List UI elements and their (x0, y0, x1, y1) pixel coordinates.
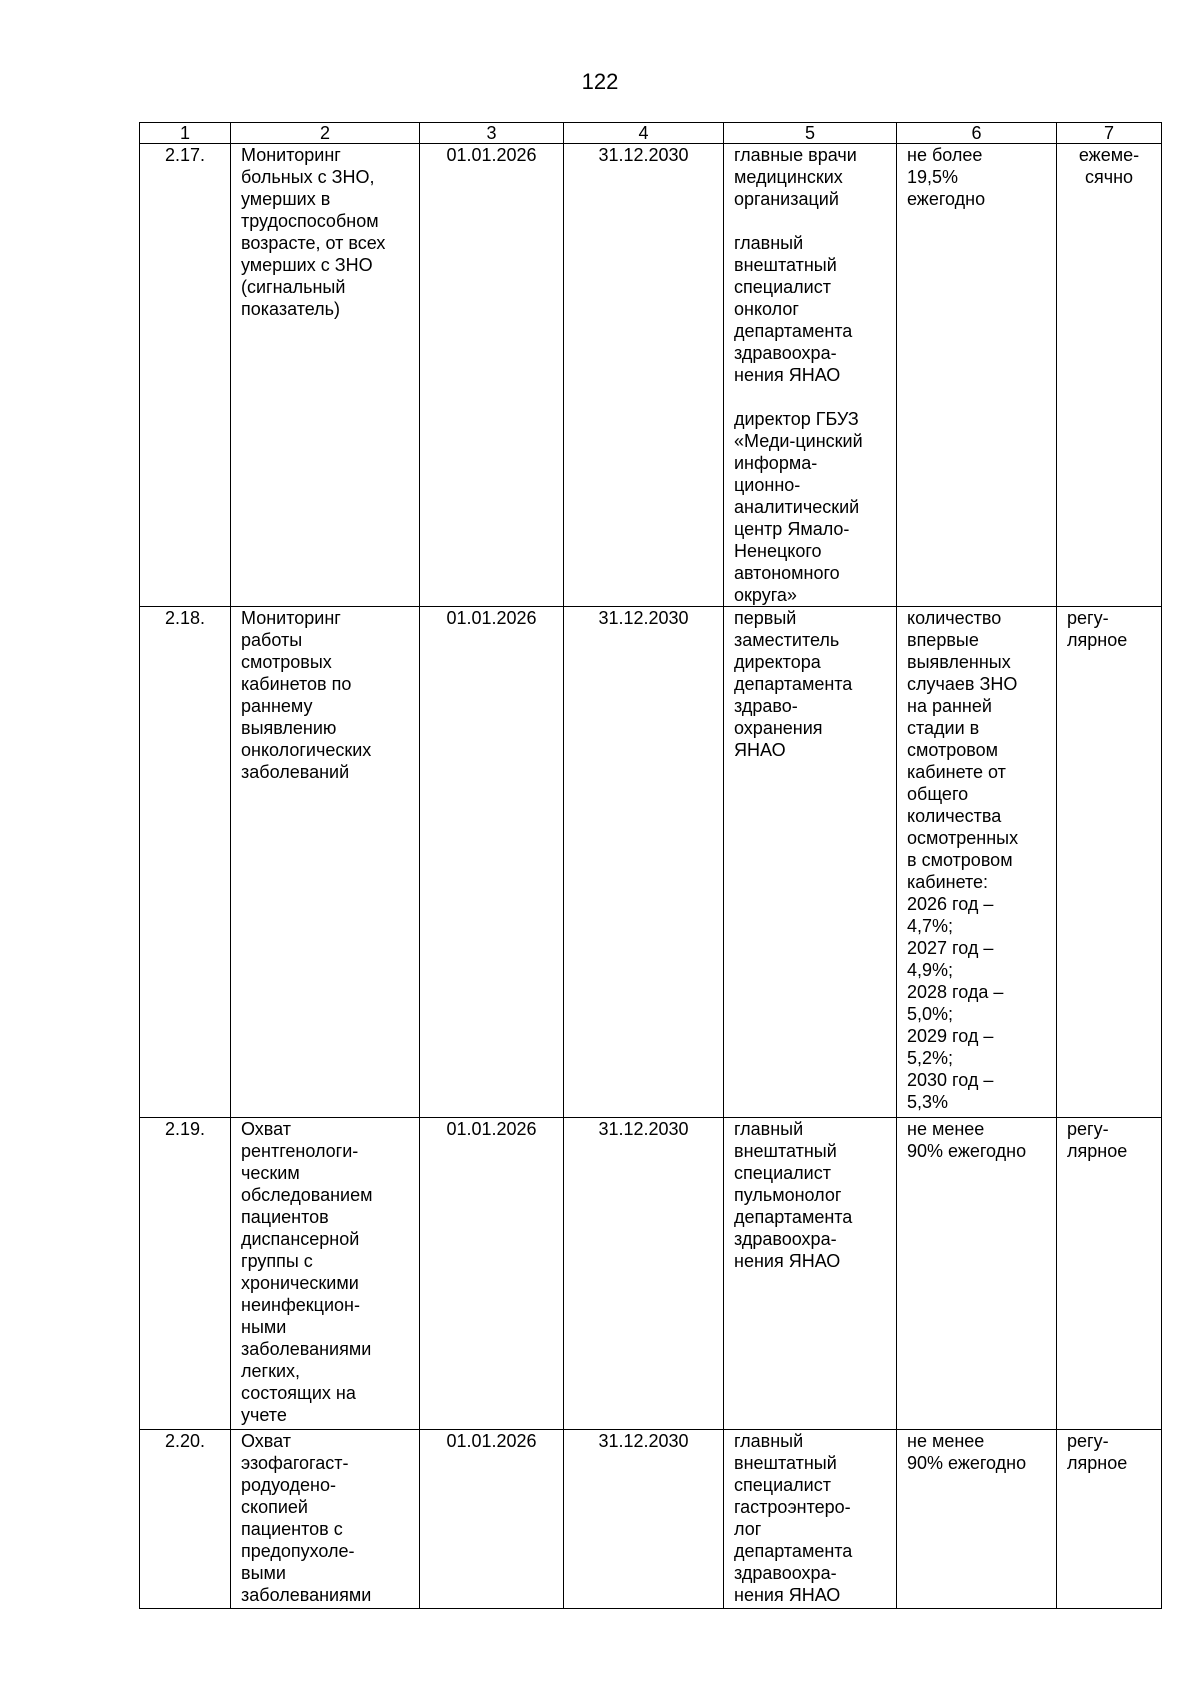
item-name: Мониторинг больных с ЗНО, умерших в трудоспособном возрасте, от всех умерших с ЗНО (сигнальный показатель) (231, 144, 420, 607)
table-row (140, 1118, 1162, 1430)
item-number: 2.20. (140, 1430, 231, 1609)
item-name: Охват рентгенологи- ческим обследованием пациентов диспансерной группы с хроническими неинфекцион- ными заболеваниями легких, состоящих на учете (231, 1118, 420, 1430)
start-date: 01.01.2026 (420, 607, 564, 1118)
column-header: 3 (420, 123, 564, 144)
end-date: 31.12.2030 (564, 1430, 724, 1609)
column-header: 4 (564, 123, 724, 144)
item-number: 2.18. (140, 607, 231, 1118)
responsible-persons: главные врачи медицинских организаций главный внештатный специалист онколог департамента здравоохра- нения ЯНАО директор ГБУЗ «Меди-цинский информа- ционно- аналитический центр Ямало- Ненецкого автономного округа» (724, 144, 897, 607)
column-header: 1 (140, 123, 231, 144)
page-number: 122 (581, 69, 619, 94)
table-row (140, 1430, 1162, 1609)
item-number: 2.19. (140, 1118, 231, 1430)
column-header: 2 (231, 123, 420, 144)
column-header: 7 (1057, 123, 1162, 144)
item-name: Охват эзофагогаст- родуодено- скопией пациентов с предопухоле- выми заболеваниями (231, 1430, 420, 1609)
end-date: 31.12.2030 (564, 144, 724, 607)
start-date: 01.01.2026 (420, 1118, 564, 1430)
column-header: 5 (724, 123, 897, 144)
target-indicator: не менее 90% ежегодно (897, 1430, 1057, 1609)
plan-table (139, 122, 1162, 1609)
start-date: 01.01.2026 (420, 1430, 564, 1609)
table-row (140, 607, 1162, 1118)
start-date: 01.01.2026 (420, 144, 564, 607)
table-row (140, 144, 1162, 607)
frequency: регу- лярное (1057, 1118, 1162, 1430)
responsible-persons: главный внештатный специалист пульмонолог департамента здравоохра- нения ЯНАО (724, 1118, 897, 1430)
target-indicator: количество впервые выявленных случаев ЗНО на ранней стадии в смотровом кабинете от общего количества осмотренных в смотровом кабинете: 2026 год – 4,7%; 2027 год – 4,9%; 2028 года – 5,0%; 2029 год – 5,2%; 2030 год – 5,3% (897, 607, 1057, 1118)
frequency: регу- лярное (1057, 1430, 1162, 1609)
frequency: ежеме- сячно (1057, 144, 1162, 607)
end-date: 31.12.2030 (564, 1118, 724, 1430)
column-number-row (140, 123, 1162, 144)
target-indicator: не более 19,5% ежегодно (897, 144, 1057, 607)
responsible-persons: главный внештатный специалист гастроэнтеро- лог департамента здравоохра- нения ЯНАО (724, 1430, 897, 1609)
item-number: 2.17. (140, 144, 231, 607)
item-name: Мониторинг работы смотровых кабинетов по раннему выявлению онкологических заболеваний (231, 607, 420, 1118)
target-indicator: не менее 90% ежегодно (897, 1118, 1057, 1430)
end-date: 31.12.2030 (564, 607, 724, 1118)
frequency: регу- лярное (1057, 607, 1162, 1118)
responsible-persons: первый заместитель директора департамента здраво- охранения ЯНАО (724, 607, 897, 1118)
column-header: 6 (897, 123, 1057, 144)
